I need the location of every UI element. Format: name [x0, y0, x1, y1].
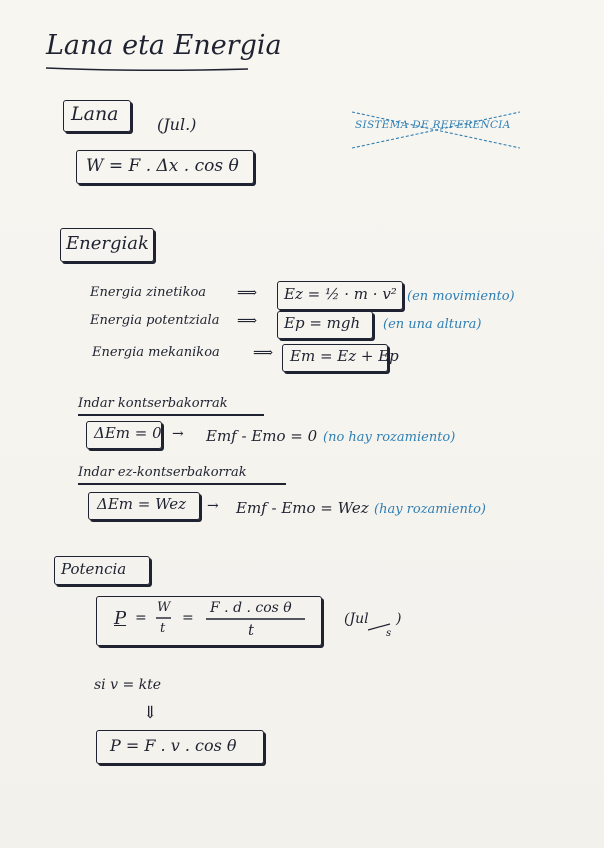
conservative-boxed-formula: ΔEm = 0 — [94, 424, 162, 442]
arrow-icon: → — [207, 498, 219, 514]
non-conservative-expression: Emf - Emo = Wez — [236, 499, 369, 517]
fraction-1-numerator: W — [157, 600, 171, 615]
non-conservative-note: (hay rozamiento) — [374, 502, 486, 517]
conservative-forces-heading: Indar kontserbakorrak — [78, 396, 228, 411]
conservative-expression: Emf - Emo = 0 — [206, 427, 318, 445]
fraction-2-denominator: t — [248, 621, 255, 639]
mechanical-formula: Em = Ez + Ep — [290, 347, 399, 365]
constant-velocity-condition: si v = kte — [94, 677, 162, 693]
power-unit-denominator: s — [386, 628, 392, 639]
implies-arrow-icon: ⟹ — [237, 285, 258, 301]
power-unit-close: ) — [396, 611, 402, 627]
page-title: Lana eta Energia — [46, 30, 282, 61]
energiak-heading: Energiak — [66, 233, 149, 254]
kinetic-formula: Ez = ½ · m · v² — [284, 285, 397, 303]
conservative-forces-underline — [78, 414, 264, 416]
equals-sign: = — [182, 610, 194, 626]
power-unit-numerator: (Jul — [344, 611, 369, 627]
work-formula: W = F . Δx . cos θ — [86, 156, 239, 176]
non-conservative-forces-underline — [78, 483, 286, 485]
energy-label-potential: Energia potentziala — [90, 313, 220, 328]
down-arrow-icon: ⇓ — [143, 703, 158, 723]
power-symbol: P — [114, 608, 127, 629]
non-conservative-boxed-formula: ΔEm = Wez — [97, 495, 187, 513]
energy-label-kinetic: Energia zinetikoa — [90, 285, 207, 300]
potential-note: (en una altura) — [383, 317, 482, 332]
power-result-formula: P = F . v . cos θ — [110, 736, 237, 755]
fraction-2-numerator: F . d . cos θ — [210, 600, 292, 616]
conservative-note: (no hay rozamiento) — [323, 430, 456, 445]
non-conservative-forces-heading: Indar ez-kontserbakorrak — [78, 465, 247, 480]
sistema-referencia-note: SISTEMA DE REFERENCIA — [355, 119, 511, 131]
lana-unit: (Jul.) — [157, 115, 197, 134]
potential-formula: Ep = mgh — [284, 314, 361, 332]
potencia-heading: Potencia — [61, 560, 127, 578]
fraction-1-denominator: t — [160, 621, 166, 636]
energy-label-mechanical: Energia mekanikoa — [92, 345, 220, 360]
kinetic-note: (en movimiento) — [407, 289, 515, 304]
equals-sign: = — [135, 610, 147, 626]
implies-arrow-icon: ⟹ — [237, 313, 258, 329]
lana-heading: Lana — [71, 103, 119, 125]
implies-arrow-icon: ⟹ — [253, 345, 274, 361]
arrow-icon: → — [172, 426, 184, 442]
